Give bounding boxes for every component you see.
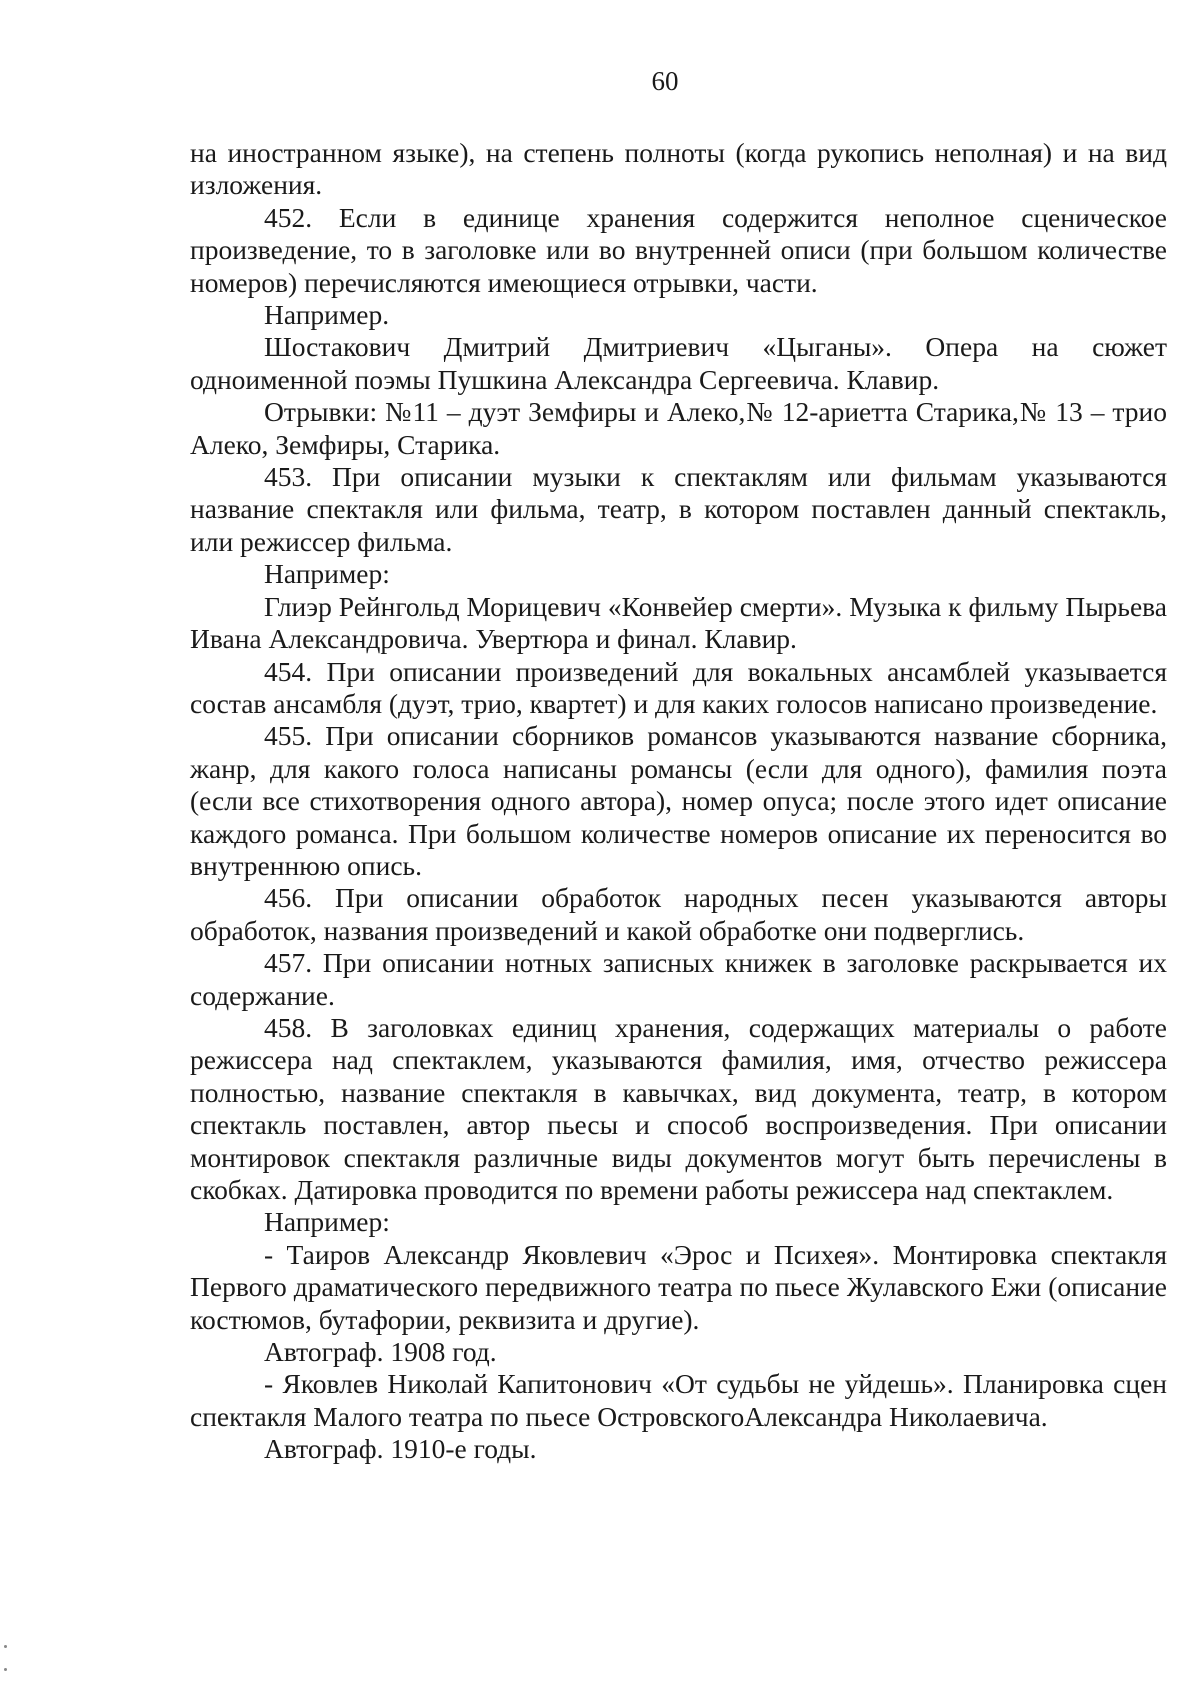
example-label: Например: bbox=[264, 1206, 390, 1238]
paragraph: на иностранном языке), на степень полноты (когда рукопись неполная) и на вид изложения. bbox=[190, 137, 1167, 201]
paragraph-457: 457. При описании нотных записных книжек в заголовке раскрывается их содержание. bbox=[190, 947, 1167, 1011]
paragraph-453: 453. При описании музыки к спектаклям или фильмам указываются название спектакля или фильма, театр, в котором поставлен данный спектакль, или режиссер фильма. bbox=[190, 461, 1167, 557]
example-text: Шостакович Дмитрий Дмитриевич «Цыганы». Опера на сюжет одноименной поэмы Пушкина Александра Сергеевича. Клавир. bbox=[190, 331, 1167, 395]
example-text: - Таиров Александр Яковлевич «Эрос и Психея». Монтировка спектакля Первого драматического передвижного театра по пьесе Жулавского Ежи (описание костюмов, бутафории, реквизита и другие). bbox=[190, 1238, 1167, 1335]
example-label: Например: bbox=[264, 558, 390, 590]
paragraph-452: 452. Если в единице хранения содержится неполное сценическое произведение, то в заголовке или во внутренней описи (при большом количестве номеров) перечисляются имеющиеся отрывки, части. bbox=[190, 201, 1167, 298]
page-number: 60 bbox=[651, 66, 679, 96]
document-body bbox=[190, 137, 1167, 1466]
paragraph-458: 458. В заголовках единиц хранения, содержащих материалы о работе режиссера над спектаклем, указываются фамилия, имя, отчество режиссера полностью, название спектакля в кавычках, вид документа, театр, в котором спектакль поставлен, автор пьесы и способ воспроизведения. При описании монтировок спектакля различные виды документов могут быть перечислены в скобках. Датировка проводится по времени работы режиссера над спектаклем. bbox=[190, 1011, 1167, 1205]
example-text: Автограф. 1908 год. bbox=[264, 1336, 497, 1368]
paragraph-456: 456. При описании обработок народных песен указываются авторы обработок, названия произведений и какой обработке они подверглись. bbox=[190, 882, 1167, 946]
example-text: Глиэр Рейнгольд Морицевич «Конвейер смерти». Музыка к фильму Пырьева Ивана Александровича. Увертюра и финал. Клавир. bbox=[190, 590, 1167, 655]
scan-artifact bbox=[4, 1668, 7, 1671]
example-text: Отрывки: №11 – дуэт Земфиры и Алеко,№ 12-ариетта Старика,№ 13 – трио Алеко, Земфиры, Старика. bbox=[190, 396, 1167, 460]
example-text: Автограф. 1910-е годы. bbox=[264, 1433, 537, 1465]
example-label: Например. bbox=[264, 299, 390, 331]
example-text: - Яковлев Николай Капитонович «От судьбы не уйдешь». Планировка сцен спектакля Малого театра по пьесе ОстровскогоАлександра Николаевича. bbox=[190, 1368, 1167, 1432]
paragraph-454: 454. При описании произведений для вокальных ансамблей указывается состав ансамбля (дуэт, трио, квартет) и для каких голосов написано произведение. bbox=[190, 655, 1167, 719]
scan-artifact bbox=[4, 1645, 7, 1648]
paragraph-455: 455. При описании сборников романсов указываются название сборника, жанр, для какого голоса написаны романсы (если для одного), фамилия поэта (если все стихотворения одного автора), номер опуса; после этого идет описание каждого романса. При большом количестве номеров описание их переносится во внутреннюю опись. bbox=[190, 720, 1167, 881]
